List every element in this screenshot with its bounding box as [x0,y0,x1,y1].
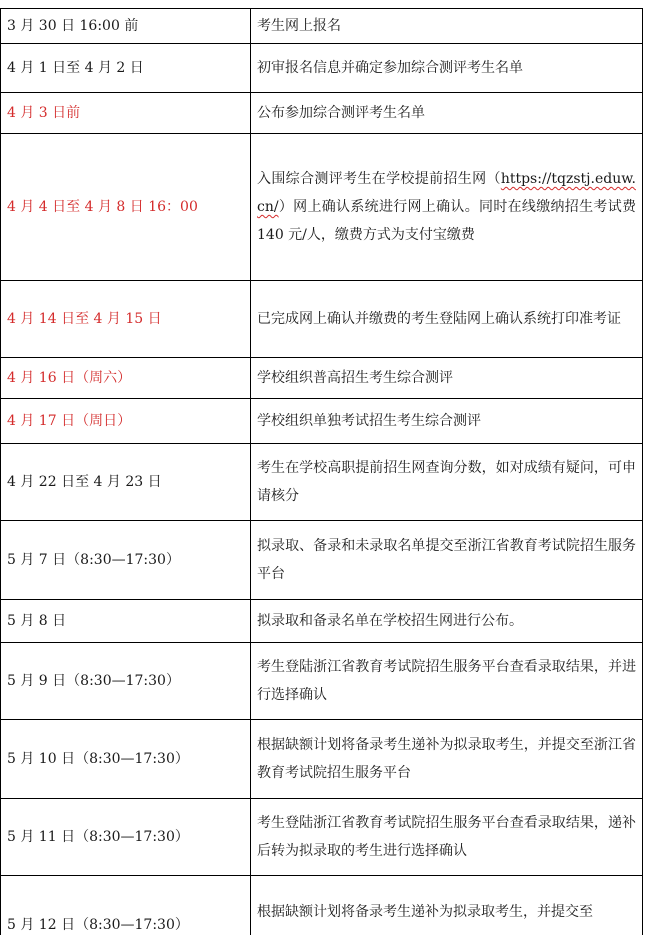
table-row [1,876,643,935]
table-row [1,600,643,643]
date-cell: 4 月 16 日（周六） [1,358,251,399]
table-row [1,521,643,600]
date-cell: 4 月 14 日至 4 月 15 日 [1,281,251,358]
description-cell: 学校组织普高招生考生综合测评 [251,358,643,399]
description-cell: 根据缺额计划将备录考生递补为拟录取考生，并提交至 [251,876,643,935]
table-row [1,720,643,799]
table-row [1,358,643,399]
table-row [1,93,643,134]
date-cell: 5 月 8 日 [1,600,251,643]
date-cell: 5 月 11 日（8:30—17:30） [1,799,251,876]
description-cell: 学校组织单独考试招生考生综合测评 [251,399,643,444]
table-row [1,134,643,281]
date-cell: 4 月 1 日至 4 月 2 日 [1,44,251,93]
description-cell: 拟录取、备录和未录取名单提交至浙江省教育考试院招生服务平台 [251,521,643,600]
description-cell: 拟录取和备录名单在学校招生网进行公布。 [251,600,643,643]
registration-url-link[interactable]: https://tqzstj.eduw.cn/ [257,171,636,215]
date-cell: 5 月 9 日（8:30—17:30） [1,643,251,720]
description-cell: 初审报名信息并确定参加综合测评考生名单 [251,44,643,93]
description-cell: 已完成网上确认并缴费的考生登陆网上确认系统打印准考证 [251,281,643,358]
schedule-table [0,8,643,935]
date-cell: 5 月 7 日（8:30—17:30） [1,521,251,600]
date-cell: 5 月 10 日（8:30—17:30） [1,720,251,799]
table-row [1,643,643,720]
table-row [1,281,643,358]
description-cell: 考生在学校高职提前招生网查询分数，如对成绩有疑问，可申请核分 [251,444,643,521]
description-text: 入围综合测评考生在学校提前招生网（ [257,171,501,187]
date-cell: 4 月 17 日（周日） [1,399,251,444]
date-cell: 4 月 4 日至 4 月 8 日 16：00 [1,134,251,281]
table-row [1,444,643,521]
date-cell: 4 月 22 日至 4 月 23 日 [1,444,251,521]
date-cell: 5 月 12 日（8:30—17:30） [1,876,251,935]
table-row [1,399,643,444]
description-cell: 考生登陆浙江省教育考试院招生服务平台查看录取结果，并进行选择确认 [251,643,643,720]
description-cell [251,134,643,281]
description-cell: 公布参加综合测评考生名单 [251,93,643,134]
table-row [1,799,643,876]
description-text: ）网上确认系统进行网上确认。同时在线缴纳招生考试费 140 元/人，缴费方式为支付宝缴费 [257,199,636,243]
table-row [1,9,643,44]
description-cell: 根据缺额计划将备录考生递补为拟录取考生，并提交至浙江省教育考试院招生服务平台 [251,720,643,799]
description-cell: 考生网上报名 [251,9,643,44]
date-cell: 4 月 3 日前 [1,93,251,134]
table-row [1,44,643,93]
description-cell: 考生登陆浙江省教育考试院招生服务平台查看录取结果，递补后转为拟录取的考生进行选择确认 [251,799,643,876]
date-cell: 3 月 30 日 16:00 前 [1,9,251,44]
